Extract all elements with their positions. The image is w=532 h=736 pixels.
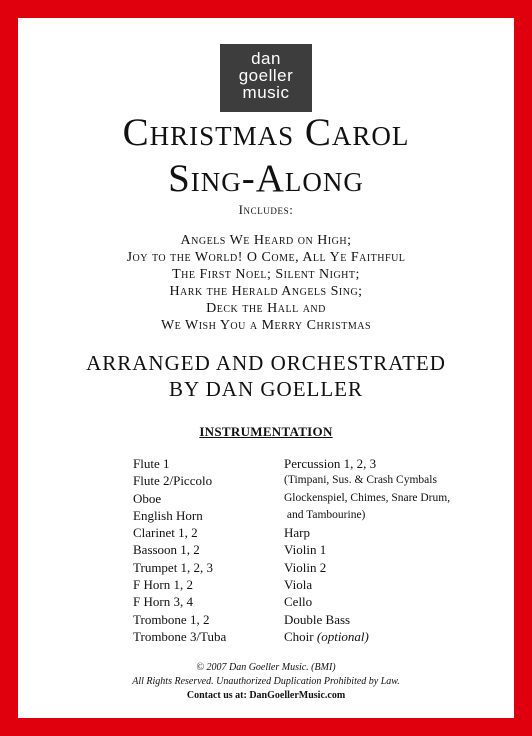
instrument-item: Harp	[284, 525, 310, 541]
song-line: Joy to the World! O Come, All Ye Faithful	[126, 250, 406, 265]
instrument-item: Viola	[284, 577, 313, 593]
instrument-item: F Horn 3, 4	[133, 594, 193, 610]
title-line-1: Christmas Carol	[122, 111, 410, 154]
song-line: We Wish You a Merry Christmas	[160, 318, 372, 333]
contact-line: Contact us at: DanGoellerMusic.com	[186, 690, 346, 701]
logo-line-3: music	[242, 83, 290, 102]
instrument-item: F Horn 1, 2	[133, 577, 193, 593]
instrument-item: Trumpet 1, 2, 3	[133, 559, 214, 575]
instrument-item: Bassoon 1, 2	[133, 542, 200, 558]
song-line: The First Noel; Silent Night;	[172, 267, 360, 282]
arranger-line-1: ARRANGED AND ORCHESTRATED	[86, 351, 446, 375]
instrument-item: Glockenspiel, Chimes, Snare Drum,	[284, 491, 451, 504]
instrument-item: Trombone 3/Tuba	[133, 628, 227, 644]
instrument-item: Percussion 1, 2, 3	[284, 456, 377, 471]
rights-line: All Rights Reserved. Unauthorized Duplication Prohibited by Law.	[132, 676, 400, 687]
instrument-item: Clarinet 1, 2	[133, 525, 198, 541]
song-list	[18, 232, 514, 334]
title-line-2: Sing-Along	[168, 157, 364, 200]
instrument-item: Violin 1	[284, 542, 327, 558]
logo-line-2: goeller	[238, 66, 294, 85]
logo-line-1: dan	[251, 49, 281, 68]
instrumentation-heading: INSTRUMENTATION	[199, 424, 333, 439]
choir-optional-note: (optional)	[316, 628, 369, 644]
dan-goeller-music-logo	[220, 44, 312, 112]
instrument-item: (Timpani, Sus. & Crash Cymbals	[284, 474, 437, 487]
instrument-item: English Horn	[133, 507, 203, 523]
instrument-list-right	[284, 455, 450, 645]
arranger-credit	[18, 350, 514, 402]
instrument-item: and Tambourine)	[284, 508, 366, 521]
instrument-item: Violin 2	[284, 559, 327, 575]
copyright-line: © 2007 Dan Goeller Music. (BMI)	[196, 662, 336, 673]
choir-label: Choir	[284, 628, 314, 644]
instrument-item-choir	[284, 628, 450, 645]
instrument-item: Flute 2/Piccolo	[133, 473, 213, 489]
includes-label: Includes:	[238, 202, 294, 217]
instrument-item: Double Bass	[284, 611, 351, 627]
instrument-item: Flute 1	[133, 456, 170, 471]
instrument-item: Trombone 1, 2	[133, 611, 210, 627]
song-line: Hark the Herald Angels Sing;	[169, 284, 363, 299]
instrument-list-left	[133, 455, 226, 645]
arranger-line-2: BY DAN GOELLER	[168, 377, 364, 401]
instrument-item: Oboe	[133, 490, 162, 506]
song-line: Angels We Heard on High;	[180, 233, 352, 248]
song-line: Deck the Hall and	[206, 301, 326, 316]
cover-page	[18, 18, 514, 718]
copyright-footer	[18, 661, 514, 703]
instrument-item: Cello	[284, 594, 313, 610]
